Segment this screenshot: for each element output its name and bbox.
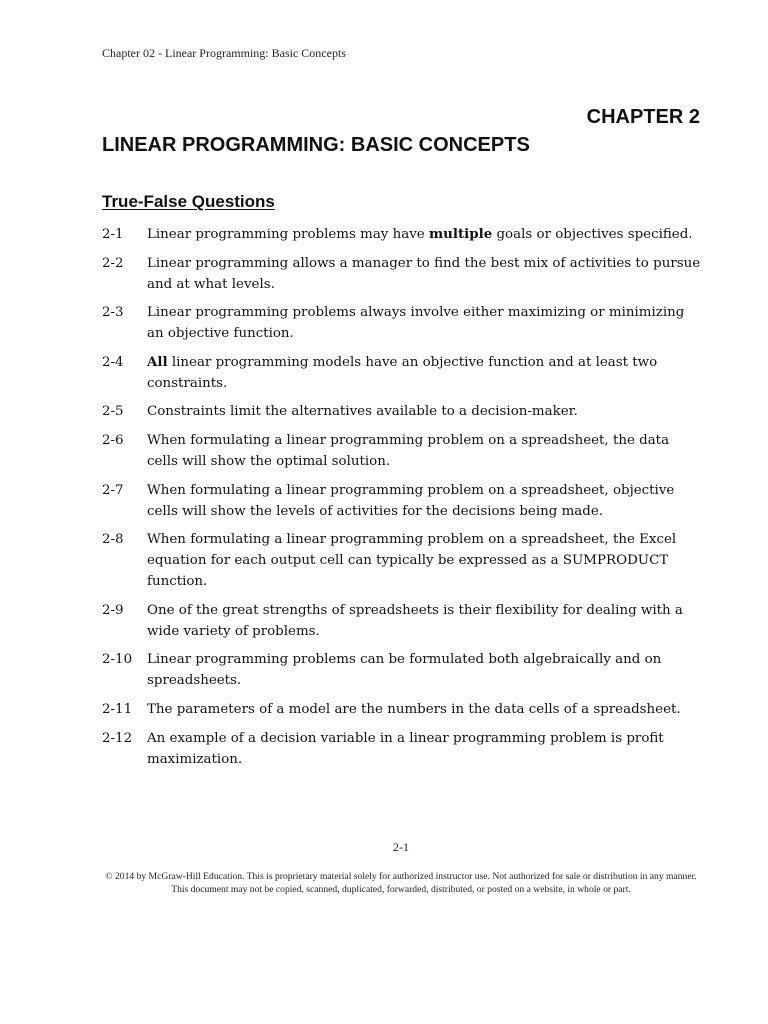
question-item xyxy=(102,600,702,642)
question-number: 2-2 xyxy=(102,255,124,271)
chapter-title: LINEAR PROGRAMMING: BASIC CONCEPTS xyxy=(102,134,530,156)
question-number: 2-8 xyxy=(102,532,124,548)
question-list xyxy=(102,224,702,777)
question-text-part: When formulating a linear programming problem on a spreadsheet, objective cells will show the levels of activities for the decisions being made. xyxy=(147,482,675,519)
question-text xyxy=(147,253,702,295)
question-text xyxy=(147,224,702,245)
question-item xyxy=(102,480,702,522)
page-number: 2-1 xyxy=(393,840,409,854)
question-text xyxy=(147,352,702,394)
question-text-part: The parameters of a model are the numbers in the data cells of a spreadsheet. xyxy=(147,701,681,717)
question-item xyxy=(102,649,702,691)
question-text-part: One of the great strengths of spreadsheets is their flexibility for dealing with a wide variety of problems. xyxy=(147,602,683,639)
question-item xyxy=(102,728,702,770)
question-text xyxy=(147,699,702,720)
question-text-part: Constraints limit the alternatives available to a decision-maker. xyxy=(147,404,578,420)
question-text-part: Linear programming allows a manager to find the best mix of activities to pursue and at what levels. xyxy=(147,255,701,292)
question-item xyxy=(102,529,702,592)
running-header: Chapter 02 - Linear Programming: Basic Concepts xyxy=(102,46,346,60)
question-emphasis: multiple xyxy=(428,226,493,242)
question-number: 2-11 xyxy=(102,701,133,717)
question-text xyxy=(147,728,702,770)
question-text-part: Linear programming problems always involve either maximizing or minimizing an objective function. xyxy=(147,305,685,342)
question-text-part: An example of a decision variable in a linear programming problem is profit maximization. xyxy=(147,730,664,767)
question-text xyxy=(147,401,702,422)
question-item xyxy=(102,430,702,472)
question-item xyxy=(102,253,702,295)
question-item xyxy=(102,352,702,394)
copyright-notice: © 2014 by McGraw-Hill Education. This is proprietary material solely for authorized instructor use. Not authorized for sale or distribution in any manner. This document may not be copied, scanned, duplicated, forwarded, distributed, or posted on a website, in whole or part. xyxy=(105,871,697,895)
question-text-part: Linear programming problems can be formulated both algebraically and on spreadsheets. xyxy=(147,652,662,689)
question-number: 2-9 xyxy=(102,602,124,618)
question-text xyxy=(147,430,702,472)
question-text xyxy=(147,600,702,642)
question-number: 2-3 xyxy=(102,305,124,321)
question-text-part: goals or objectives specified. xyxy=(492,227,693,242)
question-text xyxy=(147,529,702,592)
question-item xyxy=(102,224,702,245)
question-text-part: When formulating a linear programming problem on a spreadsheet, the Excel equation for each output cell can typically be expressed as a SUMPRODUCT function. xyxy=(147,532,677,590)
question-number: 2-5 xyxy=(102,404,124,420)
question-item xyxy=(102,302,702,344)
question-number: 2-6 xyxy=(102,432,124,448)
question-text xyxy=(147,480,702,522)
chapter-number: CHAPTER 2 xyxy=(586,106,700,128)
question-number: 2-1 xyxy=(102,227,124,242)
question-number: 2-10 xyxy=(102,652,133,668)
question-text xyxy=(147,649,702,691)
question-text-part: linear programming models have an objective function and at least two constraints. xyxy=(147,354,658,391)
question-number: 2-7 xyxy=(102,482,124,498)
question-text-part: Linear programming problems may have xyxy=(147,227,429,242)
question-number: 2-4 xyxy=(102,354,124,370)
question-item xyxy=(102,401,702,422)
question-emphasis: All xyxy=(147,353,168,370)
question-number: 2-12 xyxy=(102,730,133,746)
section-heading: True-False Questions xyxy=(102,192,275,211)
question-item xyxy=(102,699,702,720)
question-text-part: When formulating a linear programming problem on a spreadsheet, the data cells will show the optimal solution. xyxy=(147,432,670,469)
question-text xyxy=(147,302,702,344)
